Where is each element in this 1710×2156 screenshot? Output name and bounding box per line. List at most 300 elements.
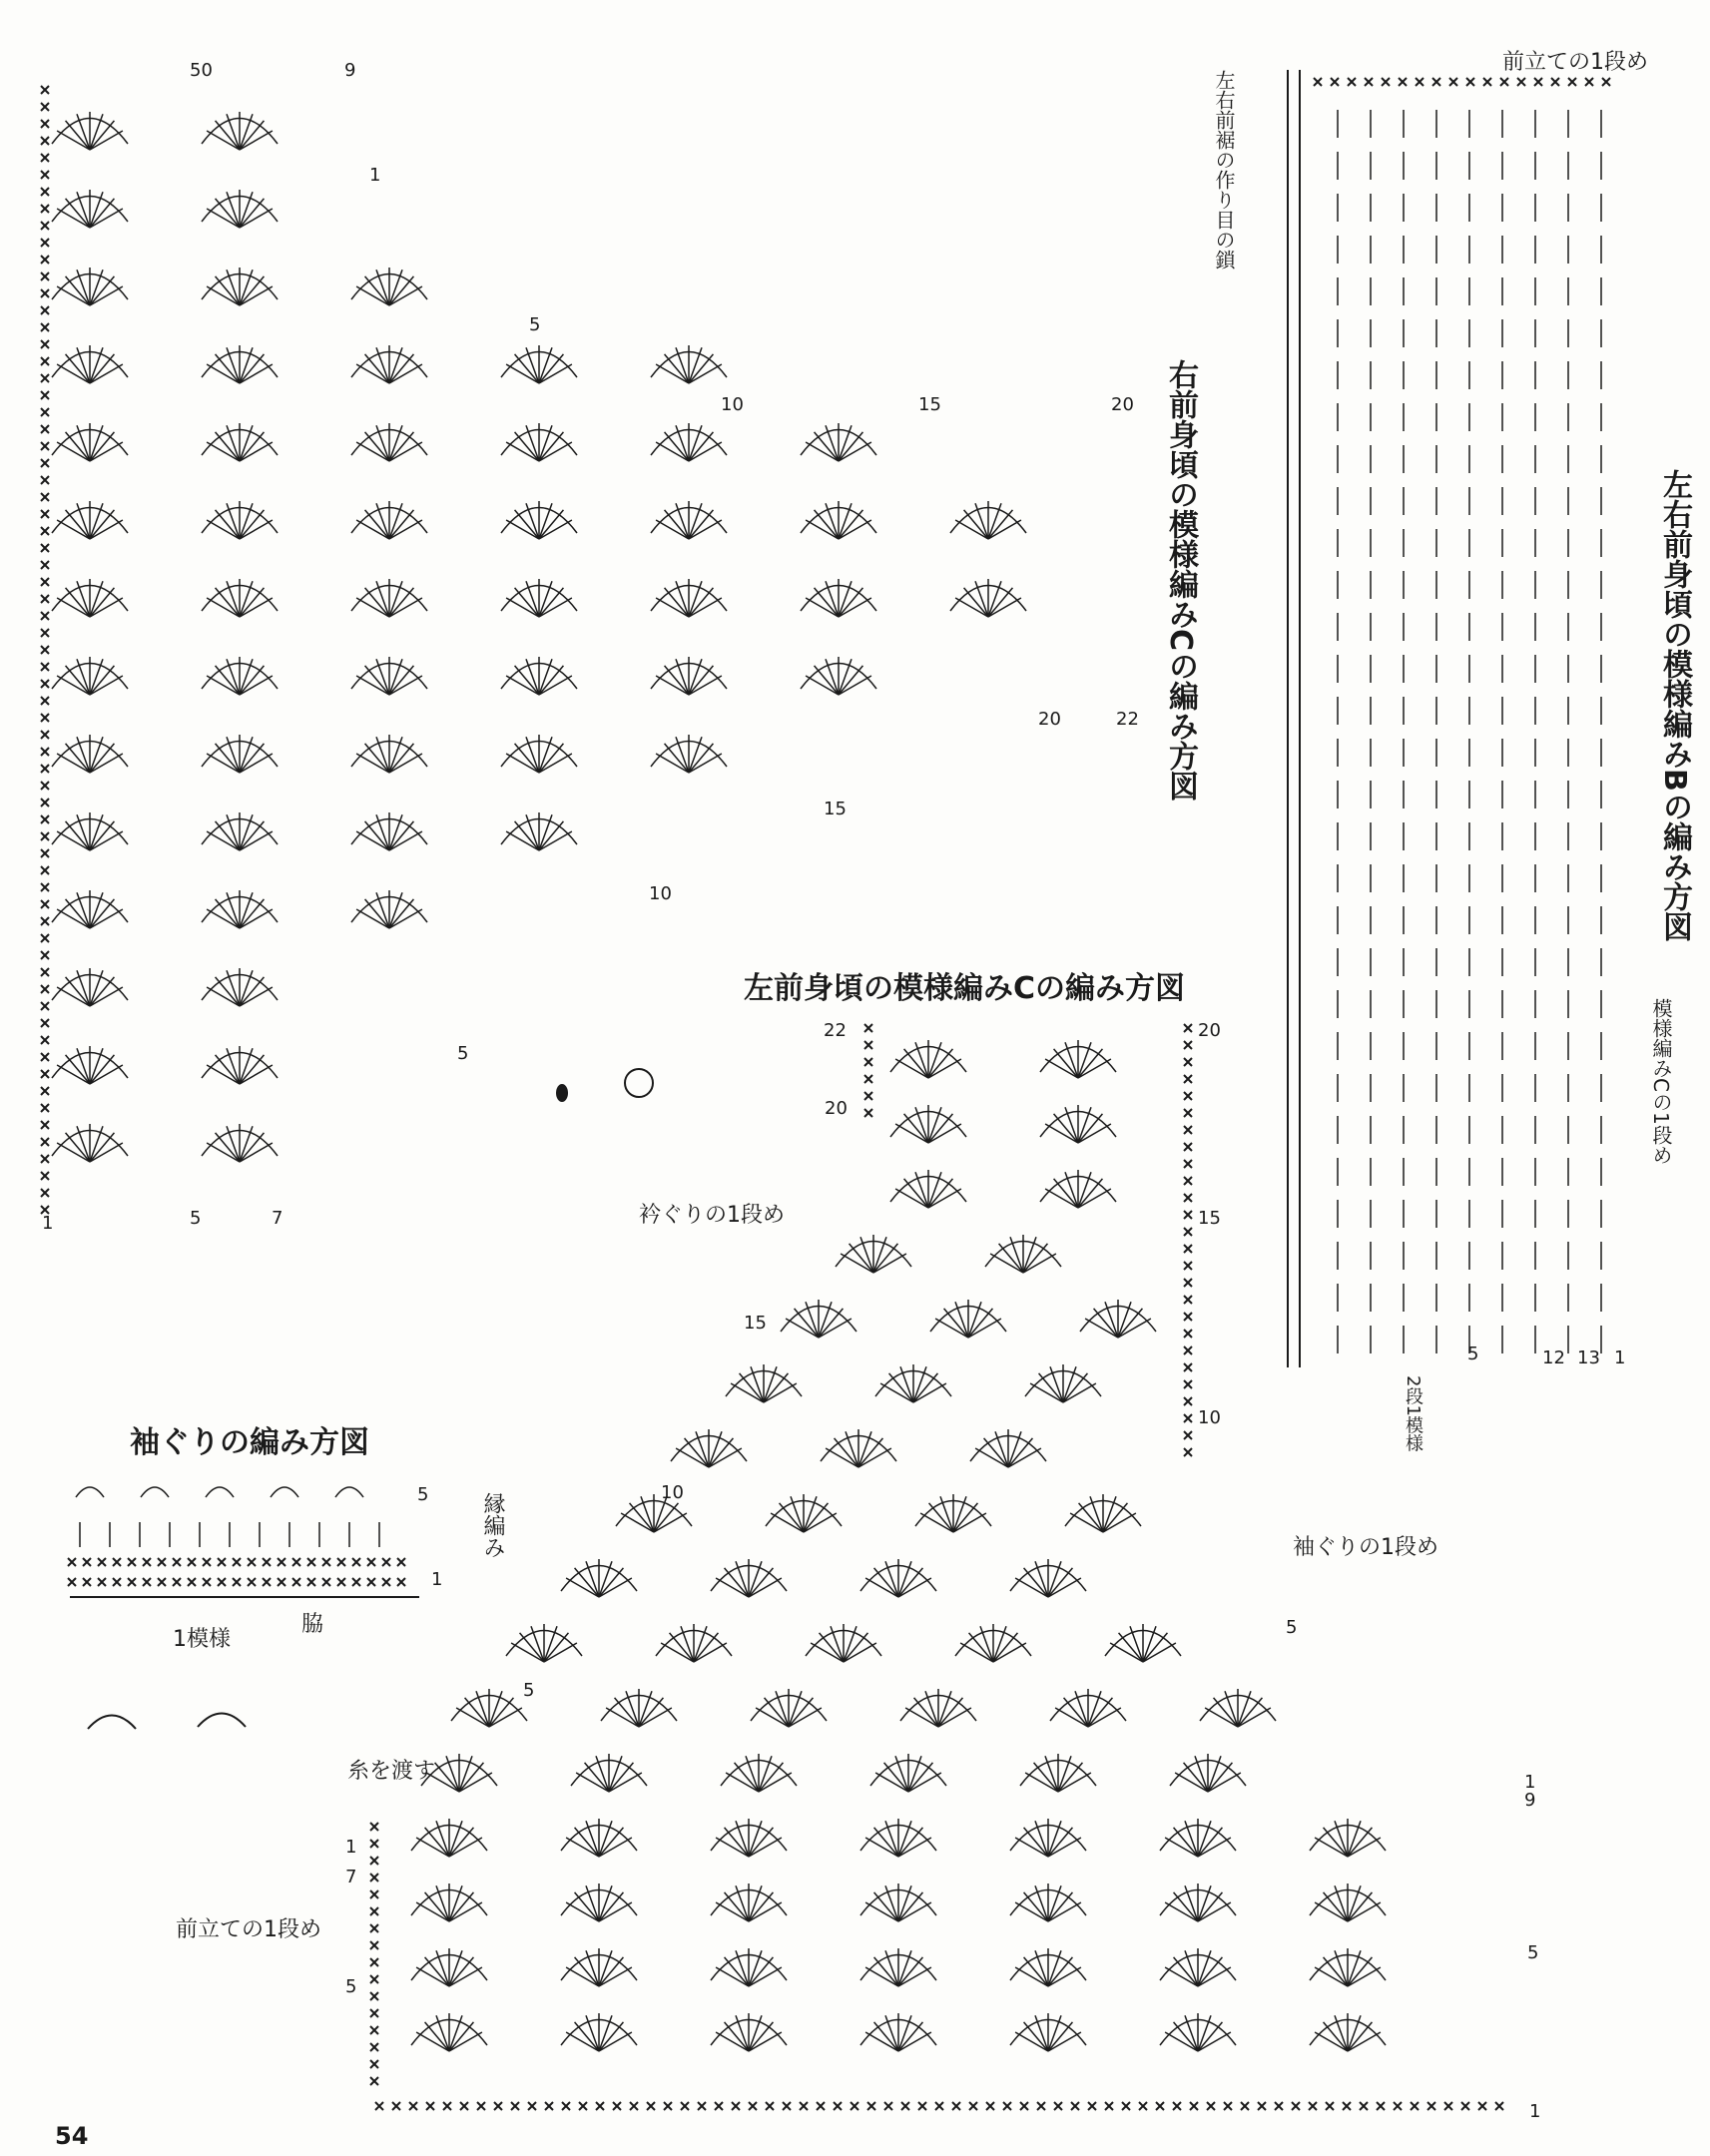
single-crochet-mark bbox=[41, 154, 49, 162]
double-crochet-mark bbox=[456, 1708, 489, 1727]
single-crochet-mark bbox=[352, 1558, 360, 1566]
double-crochet-mark bbox=[90, 209, 123, 228]
single-crochet-mark bbox=[41, 476, 49, 484]
double-crochet-mark bbox=[57, 286, 90, 305]
double-crochet-mark bbox=[898, 1967, 931, 1986]
single-crochet-mark bbox=[952, 2102, 960, 2110]
single-crochet-mark bbox=[41, 1155, 49, 1163]
single-crochet-mark bbox=[1224, 2102, 1232, 2110]
single-crochet-mark bbox=[41, 934, 49, 942]
double-crochet-mark bbox=[389, 364, 422, 383]
single-crochet-mark bbox=[1184, 1380, 1192, 1388]
row-number: 1 bbox=[42, 1213, 54, 1234]
double-crochet-mark bbox=[1348, 1838, 1381, 1857]
double-crochet-mark bbox=[689, 364, 722, 383]
single-crochet-mark bbox=[41, 323, 49, 331]
row-number: 1 bbox=[345, 1837, 357, 1858]
row-number: 10 bbox=[1198, 1407, 1221, 1428]
double-crochet-mark bbox=[90, 1143, 123, 1162]
single-crochet-mark bbox=[41, 612, 49, 620]
single-crochet-mark bbox=[901, 2102, 909, 2110]
label-hem-foundation-chain: 左右前裾の作り目の鎖 bbox=[1212, 70, 1236, 270]
single-crochet-mark bbox=[173, 1578, 181, 1586]
double-crochet-mark bbox=[90, 286, 123, 305]
single-crochet-mark bbox=[783, 2102, 791, 2110]
double-crochet-mark bbox=[539, 364, 572, 383]
single-crochet-mark bbox=[41, 815, 49, 823]
double-crochet-mark bbox=[57, 364, 90, 383]
double-crochet-mark bbox=[865, 1902, 898, 1921]
double-crochet-mark bbox=[826, 1448, 858, 1467]
single-crochet-mark bbox=[1122, 2102, 1130, 2110]
double-crochet-mark bbox=[90, 364, 123, 383]
single-crochet-mark bbox=[41, 1019, 49, 1027]
double-crochet-mark bbox=[356, 520, 389, 539]
double-crochet-mark bbox=[806, 598, 839, 617]
double-crochet-mark bbox=[726, 1773, 759, 1792]
double-crochet-mark bbox=[506, 831, 539, 850]
single-crochet-mark bbox=[41, 374, 49, 382]
row-number: 22 bbox=[824, 1020, 847, 1041]
double-crochet-mark bbox=[57, 1065, 90, 1084]
single-crochet-mark bbox=[278, 1558, 285, 1566]
single-crochet-mark bbox=[545, 2102, 553, 2110]
page-number: 54 bbox=[55, 2122, 89, 2150]
double-crochet-mark bbox=[689, 754, 722, 773]
single-crochet-mark bbox=[278, 1578, 285, 1586]
single-crochet-mark bbox=[83, 1558, 91, 1566]
row-number: 5 bbox=[457, 1043, 469, 1064]
single-crochet-mark bbox=[1184, 1397, 1192, 1405]
single-crochet-mark bbox=[41, 425, 49, 433]
single-crochet-mark bbox=[41, 188, 49, 196]
double-crochet-mark bbox=[841, 1254, 873, 1273]
row-number: 5 bbox=[1527, 1942, 1539, 1963]
single-crochet-mark bbox=[375, 2102, 383, 2110]
row-number: 5 bbox=[345, 1976, 357, 1997]
single-crochet-mark bbox=[1500, 78, 1508, 86]
single-crochet-mark bbox=[1478, 2102, 1486, 2110]
single-crochet-mark bbox=[113, 1578, 121, 1586]
row-number: 1 bbox=[369, 165, 381, 186]
single-crochet-mark bbox=[1088, 2102, 1096, 2110]
single-crochet-mark bbox=[41, 289, 49, 297]
single-crochet-mark bbox=[715, 2102, 723, 2110]
double-crochet-mark bbox=[566, 2032, 599, 2051]
double-crochet-mark bbox=[1198, 1967, 1231, 1986]
double-crochet-mark bbox=[716, 1902, 749, 1921]
row-number: 20 bbox=[1111, 394, 1134, 415]
row-number: 15 bbox=[918, 394, 941, 415]
double-crochet-mark bbox=[539, 442, 572, 461]
single-crochet-mark bbox=[248, 1578, 256, 1586]
single-crochet-mark bbox=[41, 748, 49, 756]
single-crochet-mark bbox=[1411, 2102, 1419, 2110]
double-crochet-mark bbox=[953, 1513, 986, 1532]
single-crochet-mark bbox=[613, 2102, 621, 2110]
single-crochet-mark bbox=[352, 1578, 360, 1586]
row-number: 7 bbox=[272, 1208, 284, 1229]
single-crochet-mark bbox=[1184, 1160, 1192, 1168]
single-crochet-mark bbox=[1184, 1414, 1192, 1422]
double-crochet-mark bbox=[960, 1643, 993, 1662]
single-crochet-mark bbox=[867, 2102, 875, 2110]
row-number: 5 bbox=[523, 1680, 535, 1701]
single-crochet-mark bbox=[41, 408, 49, 416]
label-two-rows-one-pattern: 2段1模様 bbox=[1403, 1375, 1424, 1452]
double-crochet-mark bbox=[240, 209, 273, 228]
single-crochet-mark bbox=[1551, 78, 1559, 86]
double-crochet-mark bbox=[1315, 2032, 1348, 2051]
double-crochet-mark bbox=[449, 1967, 482, 1986]
double-crochet-mark bbox=[1015, 1838, 1048, 1857]
row-number: 5 bbox=[1286, 1617, 1298, 1638]
single-crochet-mark bbox=[41, 900, 49, 908]
single-crochet-mark bbox=[969, 2102, 977, 2110]
single-crochet-mark bbox=[68, 1578, 76, 1586]
double-crochet-mark bbox=[240, 442, 273, 461]
row-number: 15 bbox=[824, 799, 847, 819]
single-crochet-mark bbox=[307, 1578, 315, 1586]
double-crochet-mark bbox=[1045, 1059, 1078, 1078]
legend-symbol-mark bbox=[198, 1714, 246, 1728]
double-crochet-mark bbox=[506, 676, 539, 695]
double-crochet-mark bbox=[1063, 1383, 1096, 1402]
double-crochet-mark bbox=[908, 1773, 941, 1792]
single-crochet-mark bbox=[1348, 78, 1356, 86]
double-crochet-mark bbox=[819, 1319, 852, 1338]
double-crochet-mark bbox=[756, 1708, 789, 1727]
single-crochet-mark bbox=[41, 561, 49, 569]
double-crochet-mark bbox=[988, 598, 1021, 617]
single-crochet-mark bbox=[864, 1024, 872, 1032]
double-crochet-mark bbox=[1048, 2032, 1081, 2051]
double-crochet-mark bbox=[599, 1838, 632, 1857]
row-number: 10 bbox=[661, 1482, 684, 1503]
label-carry-yarn: 糸を渡す bbox=[347, 1759, 436, 1784]
double-crochet-mark bbox=[1023, 1254, 1056, 1273]
single-crochet-mark bbox=[41, 442, 49, 450]
double-crochet-mark bbox=[389, 442, 422, 461]
double-crochet-mark bbox=[207, 1143, 240, 1162]
double-crochet-mark bbox=[356, 364, 389, 383]
double-crochet-mark bbox=[689, 676, 722, 695]
double-crochet-mark bbox=[621, 1513, 654, 1532]
double-crochet-mark bbox=[786, 1319, 819, 1338]
double-crochet-mark bbox=[1198, 1838, 1231, 1857]
double-crochet-mark bbox=[356, 831, 389, 850]
double-crochet-mark bbox=[749, 1967, 782, 1986]
single-crochet-mark bbox=[41, 832, 49, 840]
single-crochet-mark bbox=[1071, 2102, 1079, 2110]
double-crochet-mark bbox=[928, 1189, 961, 1208]
double-crochet-mark bbox=[356, 754, 389, 773]
single-crochet-mark bbox=[41, 985, 49, 993]
double-crochet-mark bbox=[689, 598, 722, 617]
double-crochet-mark bbox=[389, 598, 422, 617]
double-crochet-mark bbox=[57, 987, 90, 1006]
single-crochet-mark bbox=[382, 1558, 390, 1566]
double-crochet-mark bbox=[539, 754, 572, 773]
double-crochet-mark bbox=[839, 520, 871, 539]
double-crochet-mark bbox=[920, 1513, 953, 1532]
single-crochet-mark bbox=[41, 1053, 49, 1061]
single-crochet-mark bbox=[41, 595, 49, 603]
single-crochet-mark bbox=[41, 799, 49, 807]
double-crochet-mark bbox=[656, 754, 689, 773]
double-crochet-mark bbox=[928, 1124, 961, 1143]
double-crochet-mark bbox=[873, 1254, 906, 1273]
double-crochet-mark bbox=[656, 676, 689, 695]
double-crochet-mark bbox=[839, 676, 871, 695]
double-crochet-mark bbox=[539, 831, 572, 850]
double-crochet-mark bbox=[1045, 1124, 1078, 1143]
single-crochet-mark bbox=[1399, 78, 1407, 86]
single-crochet-mark bbox=[41, 459, 49, 467]
single-crochet-mark bbox=[370, 1992, 378, 2000]
single-crochet-mark bbox=[579, 2102, 587, 2110]
single-crochet-mark bbox=[800, 2102, 808, 2110]
single-crochet-mark bbox=[173, 1558, 181, 1566]
row-number: 9 bbox=[344, 60, 356, 81]
row-number: 20 bbox=[1038, 709, 1061, 730]
double-crochet-mark bbox=[716, 1838, 749, 1857]
label-neckline-row1: 衿ぐりの1段め bbox=[639, 1203, 785, 1228]
single-crochet-mark bbox=[1020, 2102, 1028, 2110]
double-crochet-mark bbox=[955, 598, 988, 617]
double-crochet-mark bbox=[356, 442, 389, 461]
single-crochet-mark bbox=[41, 1036, 49, 1044]
single-crochet-mark bbox=[1184, 1092, 1192, 1100]
double-crochet-mark bbox=[749, 1578, 782, 1597]
single-crochet-mark bbox=[41, 663, 49, 671]
single-crochet-mark bbox=[884, 2102, 892, 2110]
double-crochet-mark bbox=[1015, 1967, 1048, 1986]
single-crochet-mark bbox=[41, 714, 49, 722]
single-crochet-mark bbox=[397, 1578, 405, 1586]
single-crochet-mark bbox=[158, 1578, 166, 1586]
single-crochet-mark bbox=[41, 1087, 49, 1095]
single-crochet-mark bbox=[41, 680, 49, 688]
double-crochet-mark bbox=[90, 598, 123, 617]
double-crochet-mark bbox=[207, 442, 240, 461]
single-crochet-mark bbox=[1184, 1024, 1192, 1032]
double-crochet-mark bbox=[1008, 1448, 1041, 1467]
double-crochet-mark bbox=[207, 131, 240, 150]
single-crochet-mark bbox=[1184, 1143, 1192, 1151]
double-crochet-mark bbox=[240, 286, 273, 305]
single-crochet-mark bbox=[1184, 1194, 1192, 1202]
single-crochet-mark bbox=[664, 2102, 672, 2110]
single-crochet-mark bbox=[1190, 2102, 1198, 2110]
single-crochet-mark bbox=[1037, 2102, 1045, 2110]
double-crochet-mark bbox=[240, 676, 273, 695]
single-crochet-mark bbox=[233, 1558, 241, 1566]
single-crochet-mark bbox=[528, 2102, 536, 2110]
single-crochet-mark bbox=[370, 1857, 378, 1865]
double-crochet-mark bbox=[566, 1967, 599, 1986]
double-crochet-mark bbox=[240, 364, 273, 383]
row-number: 12 bbox=[1542, 1348, 1565, 1368]
legend-symbol-mark bbox=[625, 1069, 653, 1097]
double-crochet-mark bbox=[599, 1578, 632, 1597]
single-crochet-mark bbox=[732, 2102, 740, 2110]
single-crochet-mark bbox=[292, 1558, 300, 1566]
double-crochet-mark bbox=[207, 831, 240, 850]
single-crochet-mark bbox=[1292, 2102, 1300, 2110]
single-crochet-mark bbox=[460, 2102, 468, 2110]
double-crochet-mark bbox=[654, 1513, 687, 1532]
row-number: 13 bbox=[1577, 1348, 1600, 1368]
single-crochet-mark bbox=[1377, 2102, 1385, 2110]
single-crochet-mark bbox=[1331, 78, 1339, 86]
title-left-front-pattern-c: 左前身頃の模様編みCの編み方図 bbox=[744, 971, 1186, 1006]
double-crochet-mark bbox=[356, 286, 389, 305]
single-crochet-mark bbox=[41, 1189, 49, 1197]
single-crochet-mark bbox=[1466, 78, 1474, 86]
double-crochet-mark bbox=[90, 909, 123, 928]
single-crochet-mark bbox=[1449, 78, 1457, 86]
single-crochet-mark bbox=[1054, 2102, 1062, 2110]
single-crochet-mark bbox=[834, 2102, 842, 2110]
double-crochet-mark bbox=[988, 520, 1021, 539]
single-crochet-mark bbox=[1184, 1313, 1192, 1321]
double-crochet-mark bbox=[1198, 2032, 1231, 2051]
double-crochet-mark bbox=[759, 1773, 792, 1792]
single-crochet-mark bbox=[864, 1058, 872, 1066]
double-crochet-mark bbox=[57, 676, 90, 695]
double-crochet-mark bbox=[240, 987, 273, 1006]
single-crochet-mark bbox=[41, 1121, 49, 1129]
single-crochet-mark bbox=[370, 2043, 378, 2051]
single-crochet-mark bbox=[41, 1070, 49, 1078]
single-crochet-mark bbox=[41, 527, 49, 535]
double-crochet-mark bbox=[1045, 1189, 1078, 1208]
single-crochet-mark bbox=[41, 629, 49, 637]
double-crochet-mark bbox=[57, 831, 90, 850]
single-crochet-mark bbox=[233, 1578, 241, 1586]
row-number: 9 bbox=[1524, 1790, 1536, 1811]
double-crochet-mark bbox=[240, 131, 273, 150]
single-crochet-mark bbox=[1184, 1058, 1192, 1066]
single-crochet-mark bbox=[817, 2102, 825, 2110]
double-crochet-mark bbox=[90, 442, 123, 461]
double-crochet-mark bbox=[905, 1708, 938, 1727]
double-crochet-mark bbox=[90, 1065, 123, 1084]
double-crochet-mark bbox=[764, 1383, 797, 1402]
single-crochet-mark bbox=[41, 1172, 49, 1180]
single-crochet-mark bbox=[596, 2102, 604, 2110]
double-crochet-mark bbox=[90, 831, 123, 850]
double-crochet-mark bbox=[207, 286, 240, 305]
single-crochet-mark bbox=[986, 2102, 994, 2110]
single-crochet-mark bbox=[1314, 78, 1322, 86]
single-crochet-mark bbox=[409, 2102, 417, 2110]
double-crochet-mark bbox=[207, 209, 240, 228]
double-crochet-mark bbox=[694, 1643, 727, 1662]
single-crochet-mark bbox=[1241, 2102, 1249, 2110]
double-crochet-mark bbox=[1175, 1773, 1208, 1792]
double-crochet-mark bbox=[90, 131, 123, 150]
double-crochet-mark bbox=[771, 1513, 804, 1532]
double-crochet-mark bbox=[240, 1065, 273, 1084]
double-crochet-mark bbox=[207, 364, 240, 383]
double-crochet-mark bbox=[1070, 1513, 1103, 1532]
single-crochet-mark bbox=[382, 1578, 390, 1586]
double-crochet-mark bbox=[639, 1708, 672, 1727]
double-crochet-mark bbox=[389, 754, 422, 773]
double-crochet-mark bbox=[539, 520, 572, 539]
single-crochet-mark bbox=[370, 1958, 378, 1966]
row-number: 22 bbox=[1116, 709, 1139, 730]
single-crochet-mark bbox=[83, 1578, 91, 1586]
single-crochet-mark bbox=[370, 1941, 378, 1949]
single-crochet-mark bbox=[98, 1558, 106, 1566]
single-crochet-mark bbox=[41, 849, 49, 857]
single-crochet-mark bbox=[370, 1874, 378, 1882]
double-crochet-mark bbox=[207, 676, 240, 695]
single-crochet-mark bbox=[1184, 1330, 1192, 1338]
double-crochet-mark bbox=[749, 1838, 782, 1857]
row-number: 1 bbox=[431, 1569, 443, 1590]
single-crochet-mark bbox=[511, 2102, 519, 2110]
single-crochet-mark bbox=[158, 1558, 166, 1566]
double-crochet-mark bbox=[1165, 1838, 1198, 1857]
double-crochet-mark bbox=[566, 1838, 599, 1857]
row-number: 7 bbox=[345, 1867, 357, 1887]
double-crochet-mark bbox=[1208, 1773, 1241, 1792]
double-crochet-mark bbox=[749, 1902, 782, 1921]
double-crochet-mark bbox=[865, 1578, 898, 1597]
row-number: 5 bbox=[417, 1484, 429, 1505]
single-crochet-mark bbox=[918, 2102, 926, 2110]
double-crochet-mark bbox=[804, 1513, 837, 1532]
single-crochet-mark bbox=[1394, 2102, 1402, 2110]
single-crochet-mark bbox=[1184, 1262, 1192, 1270]
double-crochet-mark bbox=[865, 1967, 898, 1986]
single-crochet-mark bbox=[1173, 2102, 1181, 2110]
double-crochet-mark bbox=[1315, 1902, 1348, 1921]
double-crochet-mark bbox=[656, 364, 689, 383]
single-crochet-mark bbox=[1184, 1041, 1192, 1049]
double-crochet-mark bbox=[389, 520, 422, 539]
double-crochet-mark bbox=[709, 1448, 742, 1467]
single-crochet-mark bbox=[68, 1558, 76, 1566]
double-crochet-mark bbox=[416, 2032, 449, 2051]
row-number: 15 bbox=[1198, 1208, 1221, 1229]
single-crochet-mark bbox=[443, 2102, 451, 2110]
double-crochet-mark bbox=[57, 209, 90, 228]
double-crochet-mark bbox=[968, 1319, 1001, 1338]
single-crochet-mark bbox=[1444, 2102, 1452, 2110]
double-crochet-mark bbox=[895, 1059, 928, 1078]
picot-mark bbox=[335, 1487, 363, 1497]
double-crochet-mark bbox=[806, 676, 839, 695]
double-crochet-mark bbox=[913, 1383, 946, 1402]
single-crochet-mark bbox=[494, 2102, 502, 2110]
single-crochet-mark bbox=[1326, 2102, 1334, 2110]
single-crochet-mark bbox=[698, 2102, 706, 2110]
double-crochet-mark bbox=[416, 1967, 449, 1986]
double-crochet-mark bbox=[207, 1065, 240, 1084]
double-crochet-mark bbox=[1015, 2032, 1048, 2051]
single-crochet-mark bbox=[766, 2102, 774, 2110]
single-crochet-mark bbox=[370, 1823, 378, 1831]
row-number: 10 bbox=[649, 883, 672, 904]
double-crochet-mark bbox=[993, 1643, 1026, 1662]
single-crochet-mark bbox=[188, 1578, 196, 1586]
double-crochet-mark bbox=[749, 2032, 782, 2051]
